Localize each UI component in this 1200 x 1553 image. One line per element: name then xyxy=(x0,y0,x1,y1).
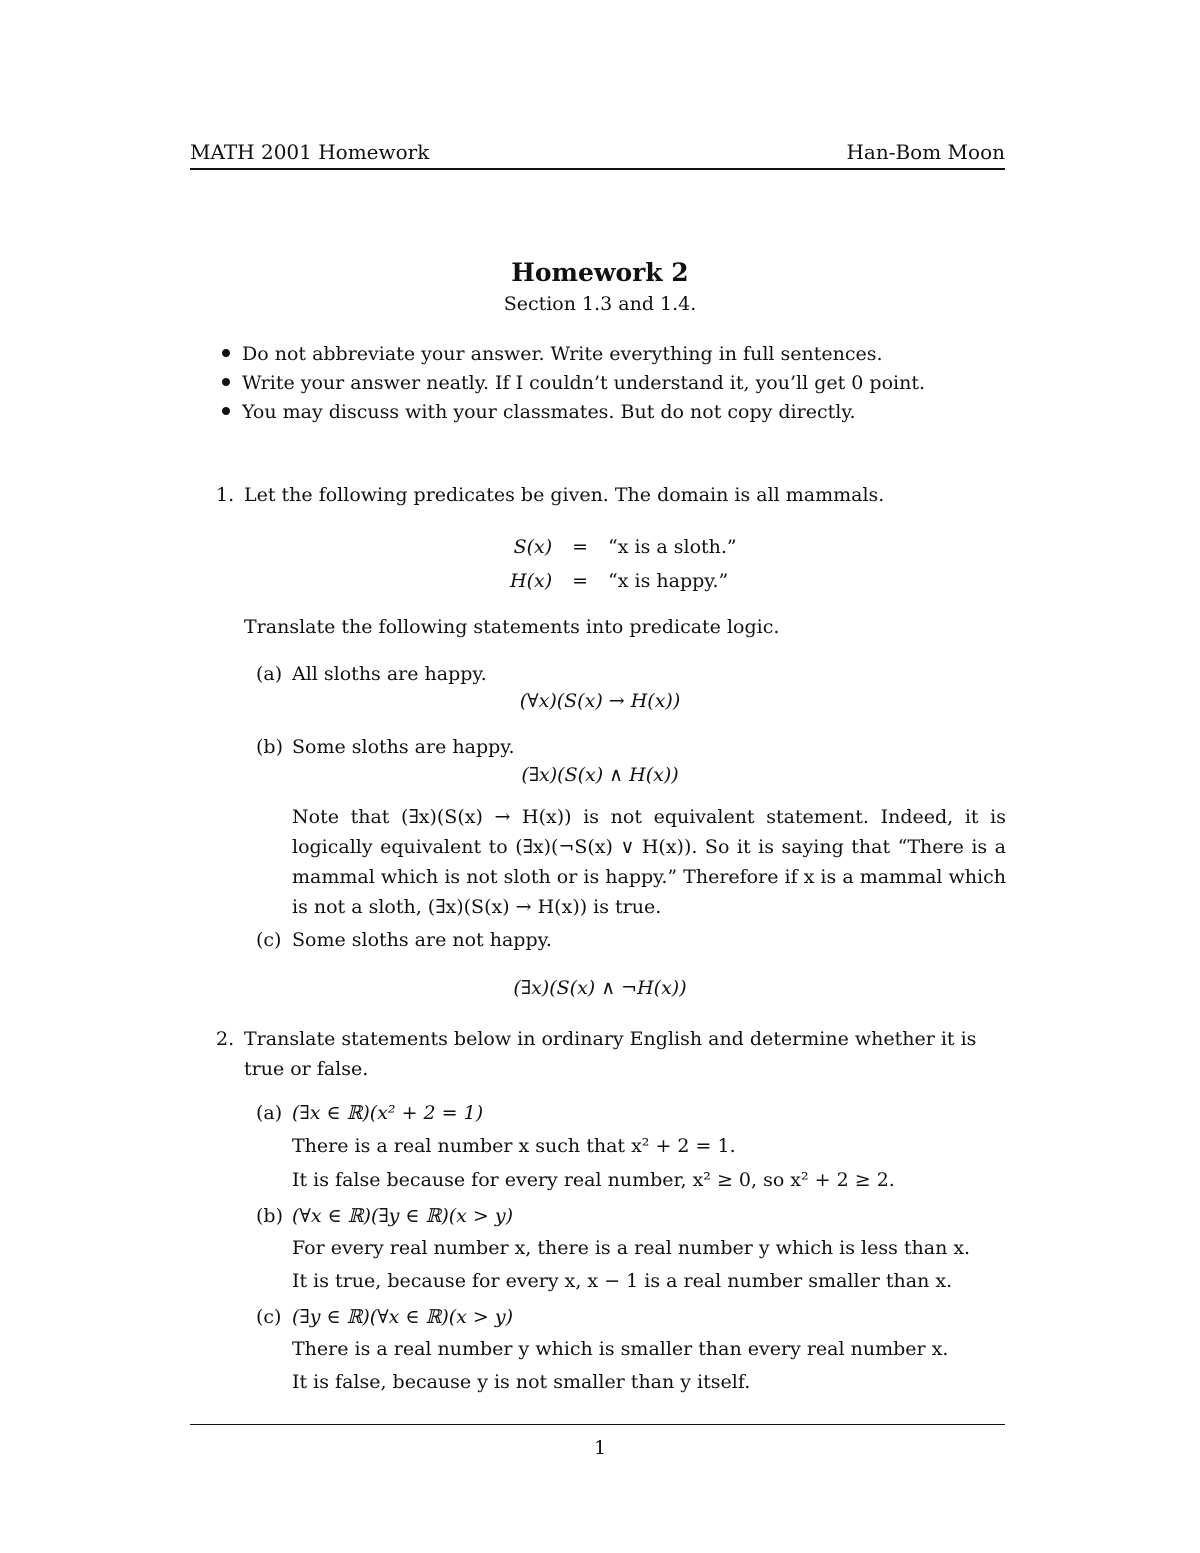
q1a-formula: (∀x)(S(x) → H(x)) xyxy=(519,690,681,712)
definition-rhs: “x is a sloth.” xyxy=(608,536,737,558)
q1b-label: (b) xyxy=(256,736,283,758)
q1-intro: Let the following predicates be given. The domain is all mammals. xyxy=(244,484,885,506)
q2b-label: (b) xyxy=(256,1205,283,1227)
q2-number: 2. xyxy=(216,1028,235,1050)
definition-row xyxy=(500,564,747,598)
q2c-translation: There is a real number y which is smaller than every real number x. xyxy=(292,1338,949,1360)
definition-eq: = xyxy=(572,570,589,592)
q2c-answer: It is false, because y is not smaller than y itself. xyxy=(292,1371,751,1393)
q1b-formula: (∃x)(S(x) ∧ H(x)) xyxy=(521,764,679,786)
q1b-note: Note that (∃x)(S(x) → H(x)) is not equivalent statement. Indeed, it is logically equivalent to (∃x)(¬S(x) ∨ H(x)). So it is saying that “There is a mammal which is not sloth or is happy.” Therefore if x is a mammal which is not a sloth, (∃x)(S(x) → H(x)) is true. xyxy=(292,806,1006,918)
q1-definitions xyxy=(500,530,747,598)
q2-intro: Translate statements below in ordinary English and determine whether it is true or false. xyxy=(244,1028,977,1080)
bullet-icon xyxy=(222,378,230,386)
q1c-formula: (∃x)(S(x) ∧ ¬H(x)) xyxy=(513,977,687,999)
header-course: MATH 2001 Homework xyxy=(190,140,430,164)
q1a-text: All sloths are happy. xyxy=(292,663,487,685)
q2b-formula: (∀x ∈ ℝ)(∃y ∈ ℝ)(x > y) xyxy=(292,1205,514,1227)
page-number: 1 xyxy=(593,1437,607,1459)
page-title: Homework 2 xyxy=(511,258,689,287)
q2c-formula: (∃y ∈ ℝ)(∀x ∈ ℝ)(x > y) xyxy=(292,1306,514,1328)
q2a-translation: There is a real number x such that x² + 2 = 1. xyxy=(292,1135,736,1157)
header-rule xyxy=(190,168,1005,170)
q1-instruction: Translate the following statements into predicate logic. xyxy=(244,616,780,638)
q1c-label: (c) xyxy=(256,929,282,951)
header-author: Han-Bom Moon xyxy=(846,140,1005,164)
bullet-icon xyxy=(222,407,230,415)
definition-rhs: “x is happy.” xyxy=(608,570,729,592)
q2b-translation: For every real number x, there is a real number y which is less than x. xyxy=(292,1237,971,1259)
q1b-text: Some sloths are happy. xyxy=(292,736,515,758)
q1a-label: (a) xyxy=(256,663,283,685)
footer-rule xyxy=(190,1424,1005,1425)
q2a-answer: It is false because for every real number, x² ≥ 0, so x² + 2 ≥ 2. xyxy=(292,1169,895,1191)
instruction-item: Do not abbreviate your answer. Write everything in full sentences. xyxy=(222,343,883,365)
q2a-formula: (∃x ∈ ℝ)(x² + 2 = 1) xyxy=(292,1102,484,1124)
definition-eq: = xyxy=(572,536,589,558)
definition-lhs: H(x) xyxy=(510,570,553,592)
q2a-label: (a) xyxy=(256,1102,283,1124)
q2c-label: (c) xyxy=(256,1306,282,1328)
page-subtitle: Section 1.3 and 1.4. xyxy=(503,293,697,315)
bullet-icon xyxy=(222,349,230,357)
q1c-text: Some sloths are not happy. xyxy=(292,929,552,951)
instruction-item: You may discuss with your classmates. But do not copy directly. xyxy=(222,401,856,423)
definition-lhs: S(x) xyxy=(513,536,553,558)
definition-row xyxy=(500,530,747,564)
q1-number: 1. xyxy=(216,484,235,506)
q2b-answer: It is true, because for every x, x − 1 is a real number smaller than x. xyxy=(292,1270,953,1292)
instruction-item: Write your answer neatly. If I couldn’t understand it, you’ll get 0 point. xyxy=(222,372,925,394)
